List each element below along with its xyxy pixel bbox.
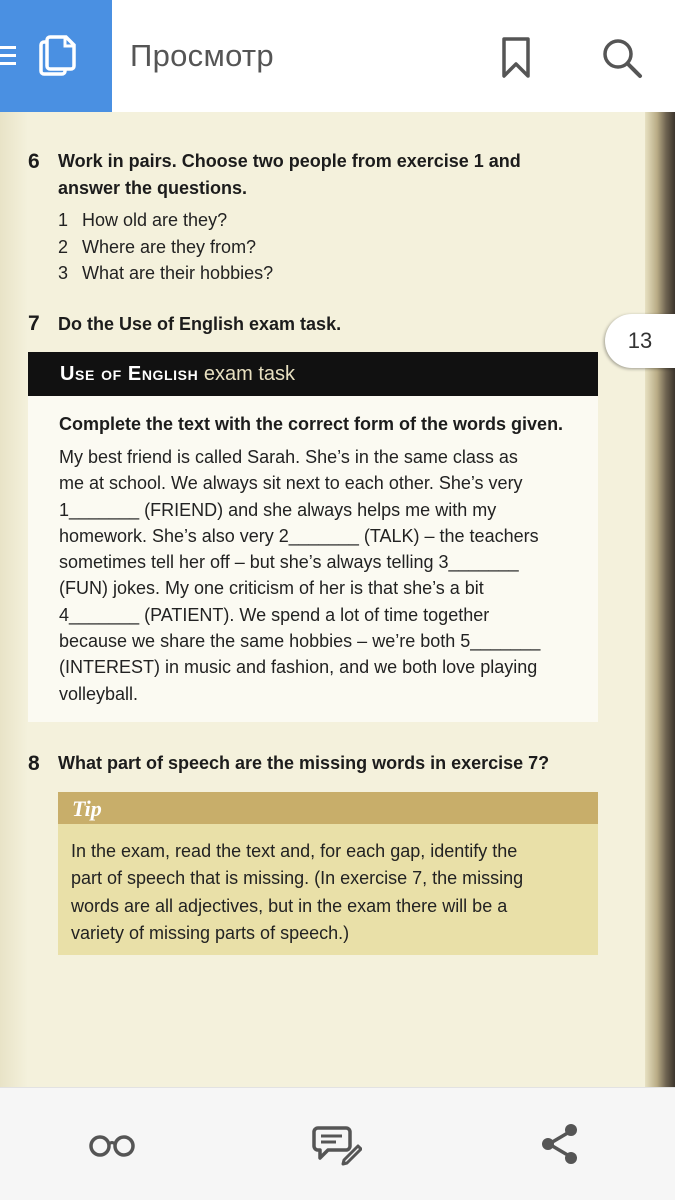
documents-icon xyxy=(38,34,78,78)
exercise-8-instruction: What part of speech are the missing words in exercise 7? xyxy=(58,753,550,773)
list-item: 3 What are their hobbies? xyxy=(58,263,274,283)
tip-text: In the exam, read the text and, for each gap, identify the part of speech that is missing. (In exercise 7, the missing words are all adjectives, but in the exam there will be a variety of missing parts of speech.) xyxy=(71,841,524,943)
exercise-6-instruction-line2: answer the questions. xyxy=(58,178,248,198)
tip-box xyxy=(58,792,598,955)
use-of-english-task-box xyxy=(28,396,598,722)
top-app-bar xyxy=(0,0,675,112)
exercise-6-instruction-line1: Work in pairs. Choose two people from exercise 1 and xyxy=(58,151,521,171)
task-instruction: Complete the text with the correct form of the words given. xyxy=(59,414,564,434)
glasses-icon[interactable] xyxy=(88,1128,136,1160)
menu-button[interactable] xyxy=(0,0,112,112)
search-icon[interactable] xyxy=(600,36,644,80)
exercise-6-number: 6 xyxy=(28,150,40,173)
exercise-8-number: 8 xyxy=(28,752,40,775)
bottom-toolbar xyxy=(0,1087,675,1200)
list-item: 1 How old are they? xyxy=(58,210,228,230)
app-title: Просмотр xyxy=(130,38,274,73)
share-icon[interactable] xyxy=(540,1122,580,1166)
page-spine xyxy=(645,112,675,1087)
tip-header: Tip xyxy=(58,792,598,824)
exercise-7-instruction: Do the Use of English exam task. xyxy=(58,314,342,334)
comment-edit-icon[interactable] xyxy=(312,1122,362,1166)
task-text: My best friend is called Sarah. She’s in the same class as me at school. We always sit next to each other. She’s very 1_______ (FRIEND) and she always helps me with my homework. She’s also very 2_______ (TALK) – the teachers sometimes tell her off – but she’s always telling 3_______ (FUN) jokes. My one criticism of her is that she’s a bit 4_______ (PATIENT). We spend a lot of time together because we share the same hobbies – we’re both 5_______ (INTEREST) in music and fashion, and we both love playing volleyball. xyxy=(59,447,541,704)
page-number-badge[interactable]: 13 xyxy=(605,314,675,368)
question-list xyxy=(58,207,273,287)
hamburger-icon xyxy=(0,46,20,66)
list-item: 2 Where are they from? xyxy=(58,236,257,257)
use-of-english-header: Use of English exam task xyxy=(28,352,598,396)
bookmark-icon[interactable] xyxy=(500,36,532,80)
exercise-7-number: 7 xyxy=(28,312,40,335)
book-page[interactable] xyxy=(0,112,675,1087)
